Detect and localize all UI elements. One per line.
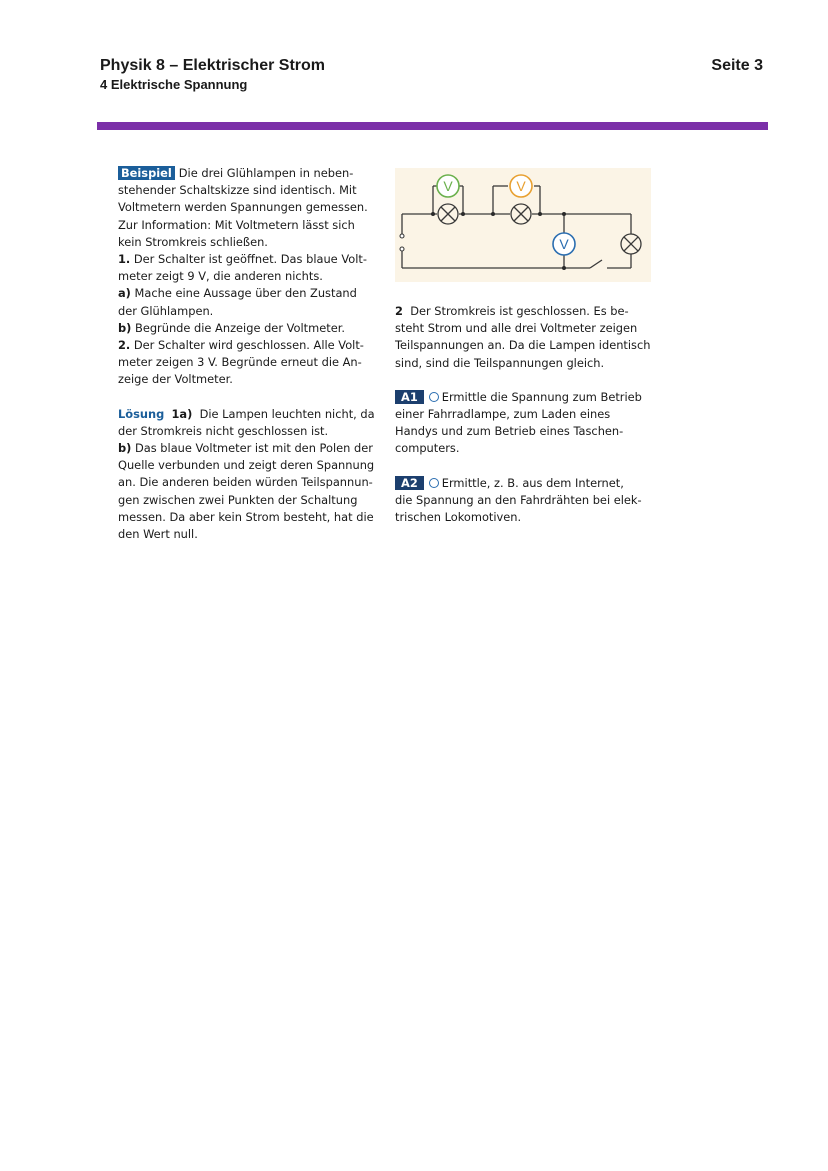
- question-1a-line: der Glühlampen.: [118, 303, 214, 318]
- circuit-diagram: [395, 168, 651, 282]
- voltmeter-green-icon: [437, 175, 459, 197]
- voltmeter-orange-icon: [510, 175, 532, 197]
- solution-line: der Stromkreis nicht geschlossen ist.: [118, 423, 329, 438]
- example-line: Beispiel Die drei Glühlampen in neben-: [118, 165, 380, 182]
- svg-text:V: V: [559, 236, 569, 252]
- task-a2: A2 Ermittle, z. B. aus dem Internet,: [395, 475, 660, 492]
- circuit-svg: [395, 168, 651, 282]
- solution-1b: b) Das blaue Voltmeter ist mit den Polen der: [118, 441, 373, 456]
- question-1: 1. Der Schalter ist geöffnet. Das blaue Volt-: [118, 252, 367, 267]
- page-header-title: Physik 8 – Elektrischer Strom: [100, 57, 325, 74]
- solution-2-line: Teilspannungen an. Da die Lampen identisch: [395, 338, 651, 353]
- example-line: stehender Schaltskizze sind identisch. Mit: [118, 183, 357, 198]
- right-column: [395, 303, 660, 526]
- page-number: Seite 3: [711, 57, 763, 74]
- page-header-subtitle: 4 Elektrische Spannung: [100, 77, 248, 92]
- solution-line: den Wert null.: [118, 527, 198, 542]
- question-1a: a) Mache eine Aussage über den Zustand: [118, 286, 357, 301]
- solution-2-line: steht Strom und alle drei Voltmeter zeigen: [395, 321, 638, 336]
- solution-2-line: sind, sind die Teilspannungen gleich.: [395, 355, 605, 370]
- task-a2-line: die Spannung an den Fahrdrähten bei elek-: [395, 492, 642, 507]
- lamp-icon: [438, 204, 458, 224]
- terminal-icon: [400, 247, 404, 251]
- solution-line: messen. Da aber kein Strom besteht, hat die: [118, 509, 374, 524]
- example-line: Voltmetern werden Spannungen gemessen.: [118, 200, 368, 215]
- lamp-icon: [621, 234, 641, 254]
- svg-text:V: V: [516, 178, 526, 194]
- question-1-line: meter zeigt 9 V, die anderen nichts.: [118, 269, 323, 284]
- solution-1a: Lösung 1a) Die Lampen leuchten nicht, da: [118, 406, 375, 421]
- solution-line: an. Die anderen beiden würden Teilspannun-: [118, 475, 373, 490]
- question-2: 2. Der Schalter wird geschlossen. Alle Volt-: [118, 338, 364, 353]
- solution-line: gen zwischen zwei Punkten der Schaltung: [118, 492, 358, 507]
- example-line: Zur Information: Mit Voltmetern lässt sich: [118, 217, 355, 232]
- solution-line: Quelle verbunden und zeigt deren Spannung: [118, 458, 375, 473]
- solution-2: 2 Der Stromkreis ist geschlossen. Es be-: [395, 304, 629, 318]
- task-a1-line: computers.: [395, 441, 460, 456]
- task-a1-line: einer Fahrradlampe, zum Laden eines: [395, 407, 611, 422]
- lamp-icon: [511, 204, 531, 224]
- circle-icon: [429, 392, 439, 402]
- question-2-line: meter zeigen 3 V. Begründe erneut die An-: [118, 355, 362, 370]
- svg-text:V: V: [443, 178, 453, 194]
- example-line: kein Stromkreis schließen.: [118, 234, 268, 249]
- task-tag: A1: [395, 390, 424, 404]
- task-a1-line: Handys und zum Betrieb eines Taschen-: [395, 424, 624, 439]
- question-2-line: zeige der Voltmeter.: [118, 372, 233, 387]
- terminal-icon: [400, 234, 404, 238]
- circle-icon: [429, 478, 439, 488]
- question-1b: b) Begründe die Anzeige der Voltmeter.: [118, 320, 345, 335]
- solution-label: Lösung: [118, 406, 165, 421]
- header-rule: [97, 122, 768, 130]
- task-tag: A2: [395, 476, 424, 490]
- task-a1: A1 Ermittle die Spannung zum Betrieb: [395, 389, 660, 406]
- left-column: [118, 165, 380, 543]
- voltmeter-blue-icon: [553, 233, 575, 255]
- example-tag: Beispiel: [118, 166, 175, 180]
- task-a2-line: trischen Lokomotiven.: [395, 510, 522, 525]
